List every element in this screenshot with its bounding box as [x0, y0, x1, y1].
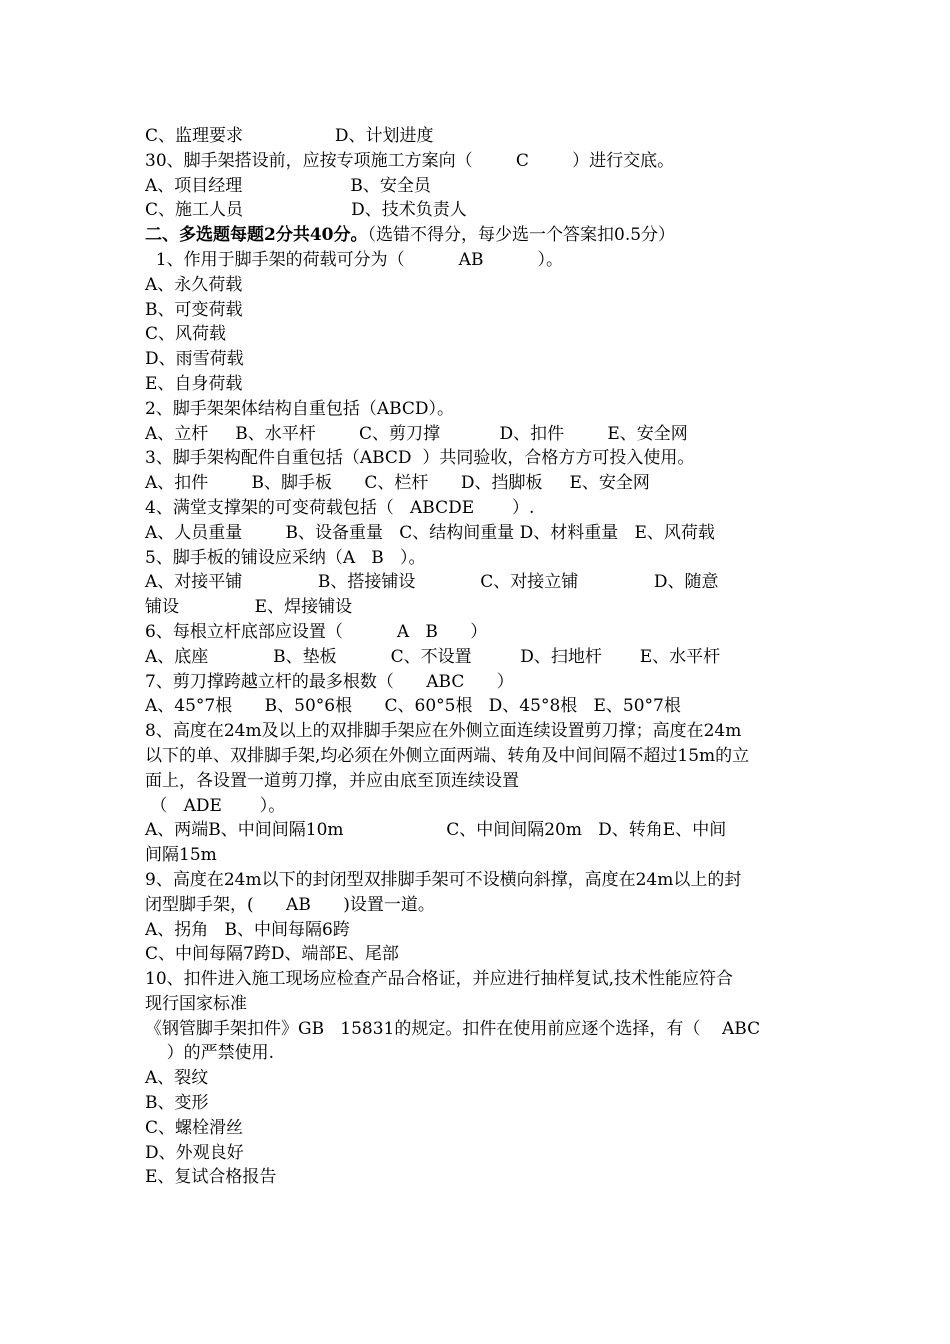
section-note: （选错不得分，每少选一个答案扣0.5分） — [367, 225, 676, 246]
option-line: D、雨雪荷载 — [145, 349, 244, 370]
option-line: B、变形 — [145, 1093, 209, 1114]
text-line: C、施工人员 D、技术负责人 — [145, 200, 467, 221]
option-line: 铺设 E、焊接铺设 — [145, 597, 353, 618]
question-1: 1、作用于脚手架的荷载可分为（ AB ）。 — [145, 249, 563, 270]
document-page — [145, 124, 815, 1190]
option-line: D、外观良好 — [145, 1142, 244, 1163]
text-line: （ ADE ）。 — [145, 795, 286, 816]
option-line: A、扣件 B、脚手板 C、栏杆 D、挡脚板 E、安全网 — [145, 473, 650, 494]
option-line: C、中间每隔7跨D、端部E、尾部 — [145, 944, 399, 965]
text-line: 面上，各设置一道剪刀撑，并应由底至顶连续设置 — [145, 770, 519, 791]
text-line: 闭型脚手架，( AB )设置一道。 — [145, 894, 435, 915]
option-line: A、裂纹 — [145, 1068, 209, 1089]
question-2: 2、脚手架架体结构自重包括（ABCD）。 — [145, 398, 455, 419]
option-line: B、可变荷载 — [145, 299, 243, 320]
question-8: 8、高度在24m及以上的双排脚手架应在外侧立面连续设置剪刀撑；高度在24m — [145, 721, 742, 742]
question-30: 30、脚手架搭设前，应按专项施工方案向（ C ）进行交底。 — [145, 150, 675, 171]
option-line: E、复试合格报告 — [145, 1167, 277, 1188]
option-line: A、拐角 B、中间每隔6跨 — [145, 919, 350, 940]
option-line: A、两端B、中间间隔10m C、中间间隔20m D、转角E、中间 — [145, 820, 727, 841]
text-line: 现行国家标准 — [145, 993, 247, 1014]
text-line: A、项目经理 B、安全员 — [145, 175, 431, 196]
question-3: 3、脚手架构配件自重包括（ABCD ）共同验收，合格方方可投入使用。 — [145, 448, 695, 469]
option-line: C、螺栓滑丝 — [145, 1117, 244, 1138]
text-line: 以下的单、双排脚手架,均必须在外侧立面两端、转角及中间间隔不超过15m的立 — [145, 745, 750, 766]
question-7: 7、剪刀撑跨越立杆的最多根数（ ABC ） — [145, 671, 514, 692]
section-title: 二、多选题每题2分共40分。 — [145, 225, 368, 246]
question-5: 5、脚手板的铺设应采纳（A B ）。 — [145, 547, 426, 568]
option-line: A、45°7根 B、50°6根 C、60°5根 D、45°8根 E、50°7根 — [145, 696, 681, 717]
option-line: E、自身荷载 — [145, 373, 243, 394]
section-heading — [145, 223, 815, 248]
option-line: A、永久荷载 — [145, 274, 243, 295]
question-9: 9、高度在24m以下的封闭型双排脚手架可不设横向斜撑，高度在24m以上的封 — [145, 869, 742, 890]
option-line: A、对接平铺 B、搭接铺设 C、对接立铺 D、随意 — [145, 572, 719, 593]
option-line: A、立杆 B、水平杆 C、剪刀撑 D、扣件 E、安全网 — [145, 423, 688, 444]
option-line: A、人员重量 B、设备重量 C、结构间重量 D、材料重量 E、风荷载 — [145, 522, 715, 543]
question-10: 10、扣件进入施工现场应检查产品合格证，并应进行抽样复试,技术性能应符合 — [145, 969, 734, 990]
question-4: 4、满堂支撑架的可变荷载包括（ ABCDE ）. — [145, 497, 535, 518]
text-line: C、监理要求 D、计划进度 — [145, 126, 434, 146]
option-line: C、风荷载 — [145, 324, 227, 345]
text-line: 《钢管脚手架扣件》GB 15831的规定。扣件在使用前应逐个选择，有（ ABC — [145, 1018, 761, 1039]
option-line: A、底座 B、垫板 C、不设置 D、扫地杆 E、水平杆 — [145, 646, 721, 667]
text-line: ）的严禁使用. — [145, 1043, 275, 1064]
option-line: 间隔15m — [145, 845, 217, 866]
question-6: 6、每根立杆底部应设置（ A B ） — [145, 621, 488, 642]
